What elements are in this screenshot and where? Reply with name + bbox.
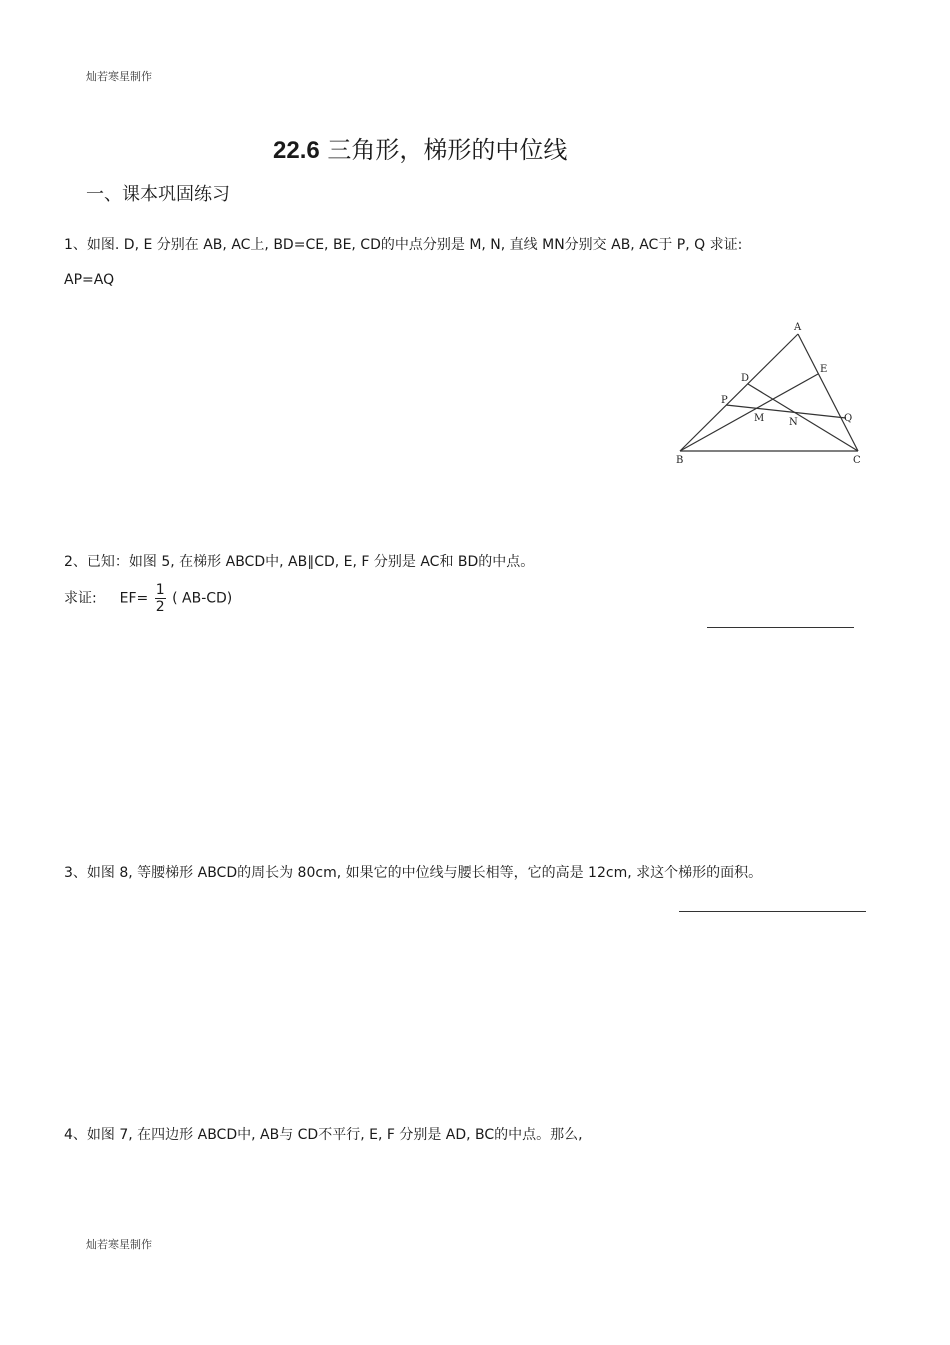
label-d: D [741,373,750,384]
figure-placeholder-line-q2 [707,627,854,628]
prove-label: 求证: [64,590,97,607]
footer-maker: 灿若寒星制作 [86,1238,152,1251]
label-a: A [794,322,802,333]
label-e: E [820,364,828,375]
label-p: P [721,395,728,406]
fraction-denominator: 2 [155,599,165,615]
question-1-line-2: AP=AQ [64,272,115,288]
question-3-line-1: 3、如图 8, 等腰梯形 ABCD的周长为 80cm, 如果它的中位线与腰长相等，它的高是 12cm, 求这个梯形的面积。 [64,865,763,881]
label-n: N [789,417,798,428]
question-2-line-1: 2、已知：如图 5, 在梯形 ABCD中, AB∥CD, E, F 分别是 AC和 BD的中点。 [64,554,535,570]
question-1-line-1: 1、如图. D, E 分别在 AB, AC上, BD=CE, BE, CD的中点分别是 M, N, 直线 MN分别交 AB, AC于 P, Q 求证: [64,237,743,253]
fraction-one-half [155,582,166,615]
label-m: M [754,413,765,424]
question-2-prove [64,582,232,615]
question-4-line-1: 4、如图 7, 在四边形 ABCD中, AB与 CD不平行, E, F 分别是 AD, BC的中点。那么, [64,1127,583,1143]
triangle-figure [670,318,870,468]
title-text: 三角形，梯形的中位线 [327,136,568,164]
label-q: Q [844,413,853,424]
header-maker: 灿若寒星制作 [86,70,152,83]
label-c: C [853,455,861,466]
prove-expression: ( AB-CD) [172,590,233,607]
fraction-numerator: 1 [155,582,165,598]
label-b: B [676,455,684,466]
ef-label: EF= [119,590,149,607]
title-number: 22.6 [273,137,320,164]
section-heading: 一、课本巩固练习 [86,184,230,205]
page-title [273,130,567,165]
figure-placeholder-line-q3 [679,911,866,912]
